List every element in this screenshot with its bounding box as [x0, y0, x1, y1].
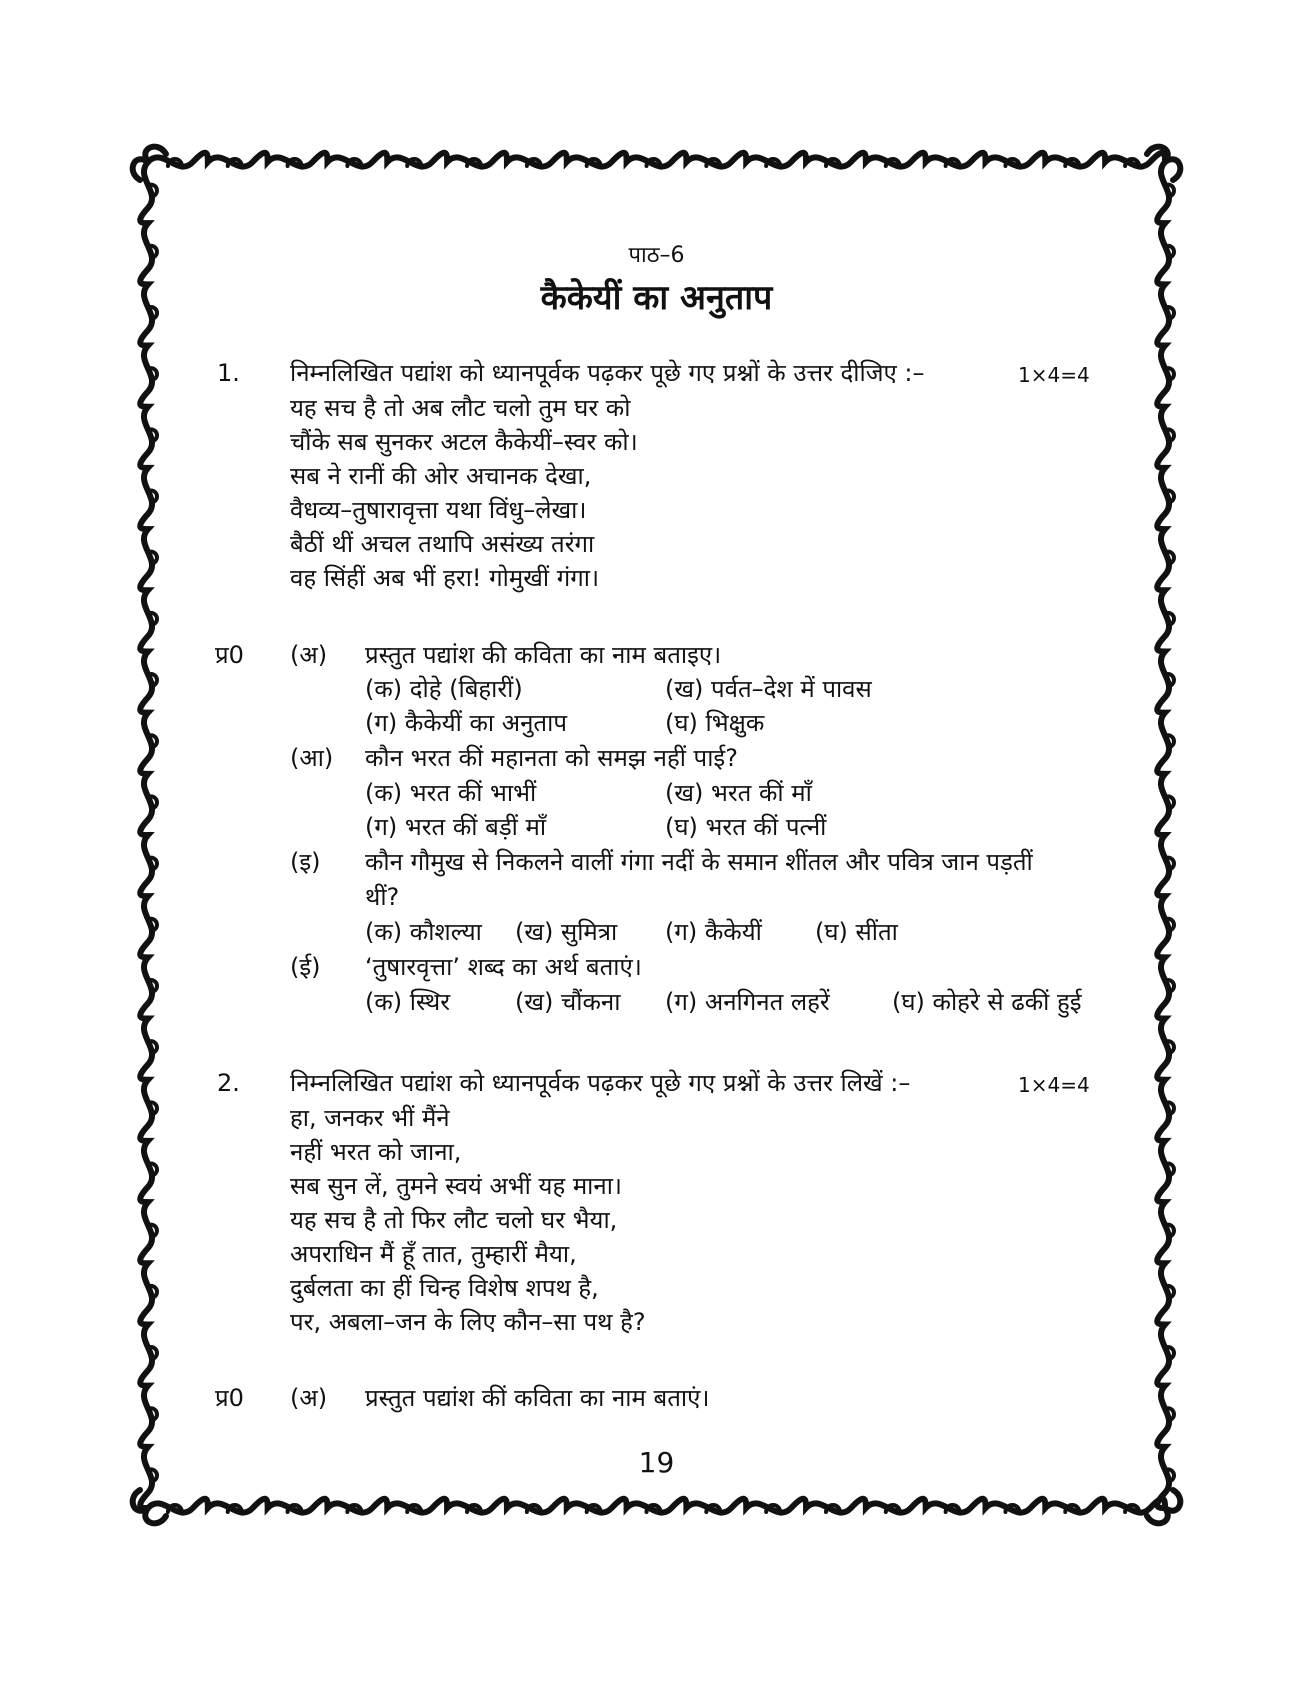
option: (ख) भरत कीं माँ — [665, 779, 812, 807]
lesson-label: पाठ–6 — [628, 243, 685, 268]
question-2-instruction: निम्नलिखित पद्यांश को ध्यानपूर्वक पढ़कर पूछे गए प्रश्नों के उत्तर लिखें :– — [290, 1069, 911, 1097]
page-title: कैकेयीं का अनुताप — [540, 278, 773, 318]
option: (ग) कैकेयीं का अनुताप — [365, 709, 567, 737]
option: (घ) कोहरे से ढकीं हुई — [892, 988, 1082, 1016]
poem-line: सब सुन लें, तुमने स्वयं अभीं यह माना। — [290, 1172, 623, 1200]
poem-line: यह सच है तो अब लौट चलो तुम घर को — [290, 394, 631, 422]
question-1-marks: 1×4=4 — [1018, 363, 1090, 387]
poem-line: सब ने रानीं की ओर अचानक देखा, — [290, 462, 592, 490]
sub-label: (आ) — [290, 744, 334, 772]
sub-question: कौन भरत कीं महानता को समझ नहीं पाई? — [365, 744, 738, 772]
poem-line: पर, अबला–जन के लिए कौन–सा पथ है? — [290, 1308, 646, 1336]
border-ornament — [1165, 159, 1180, 180]
question-1-instruction: निम्नलिखित पद्यांश को ध्यानपूर्वक पढ़कर पूछे गए प्रश्नों के उत्तर दीजिए :– — [290, 359, 925, 387]
option: (क) भरत कीं भाभीं — [365, 779, 537, 807]
sub-question: ‘तुषारवृत्ता’ शब्द का अर्थ बताएं। — [365, 953, 642, 981]
poem-line: चौंके सब सुनकर अटल कैकेयीं–स्वर को। — [290, 428, 638, 456]
sub-question: प्रस्तुत पद्यांश कीं कविता का नाम बताएं। — [365, 1384, 710, 1412]
page-number: 19 — [638, 1446, 675, 1479]
option: (ख) सुमित्रा — [515, 918, 618, 946]
border-ornament — [1157, 162, 1169, 1508]
question-2-number: 2. — [217, 1069, 240, 1097]
poem-line: बैठीं थीं अचल तथापि असंख्य तरंगा — [290, 530, 595, 558]
option: (क) कौशल्या — [365, 918, 482, 946]
question-1-poem — [290, 391, 638, 595]
poem-line: हा, जनकर भीं मैंने — [290, 1104, 450, 1132]
option: (घ) भिक्षुक — [665, 709, 765, 737]
poem-line: वैधव्य–तुषारावृत्ता यथा विंधु–लेखा। — [290, 496, 587, 524]
poem-line: अपराधिन मैं हूँ तात, तुम्हारीं मैया, — [290, 1240, 577, 1268]
option: (घ) भरत कीं पत्नीं — [665, 813, 827, 841]
option: (क) स्थिर — [365, 988, 451, 1016]
option: (घ) सींता — [815, 918, 898, 946]
sub-question-continued: थीं? — [365, 883, 400, 911]
question-2-poem — [290, 1101, 646, 1339]
sub-label: (अ) — [290, 641, 328, 669]
poem-line: वह सिंहीं अब भीं हरा! गोमुखीं गंगा। — [290, 564, 600, 592]
sub-question: प्रस्तुत पद्यांश की कविता का नाम बताइए। — [365, 641, 722, 669]
option: (ग) कैकेयीं — [665, 918, 762, 946]
poem-line: नहीं भरत को जाना, — [290, 1138, 462, 1166]
sub-label: (ई) — [290, 953, 321, 981]
question-1-number: 1. — [217, 359, 240, 387]
option: (ख) पर्वत–देश में पावस — [665, 675, 872, 703]
sub-label: (इ) — [290, 848, 321, 876]
sub-label: (अ) — [290, 1384, 328, 1412]
option: (क) दोहे (बिहारीं) — [365, 675, 523, 703]
question-1-pra-label: प्र0 — [215, 641, 244, 669]
sub-question: कौन गौमुख से निकलने वालीं गंगा नदीं के समान शींतल और पवित्र जान पड़तीं — [365, 848, 1033, 876]
option: (ख) चौंकना — [515, 988, 621, 1016]
option: (ग) भरत कीं बड़ीं माँ — [365, 813, 547, 841]
poem-line: दुर्बलता का हीं चिन्ह विशेष शपथ है, — [290, 1274, 599, 1302]
poem-line: यह सच है तो फिर लौट चलो घर भैया, — [290, 1206, 618, 1234]
question-2-marks: 1×4=4 — [1018, 1073, 1090, 1097]
option: (ग) अनगिनत लहरें — [665, 988, 830, 1016]
question-2-pra-label: प्र0 — [215, 1384, 244, 1412]
border-ornament — [140, 162, 152, 1508]
